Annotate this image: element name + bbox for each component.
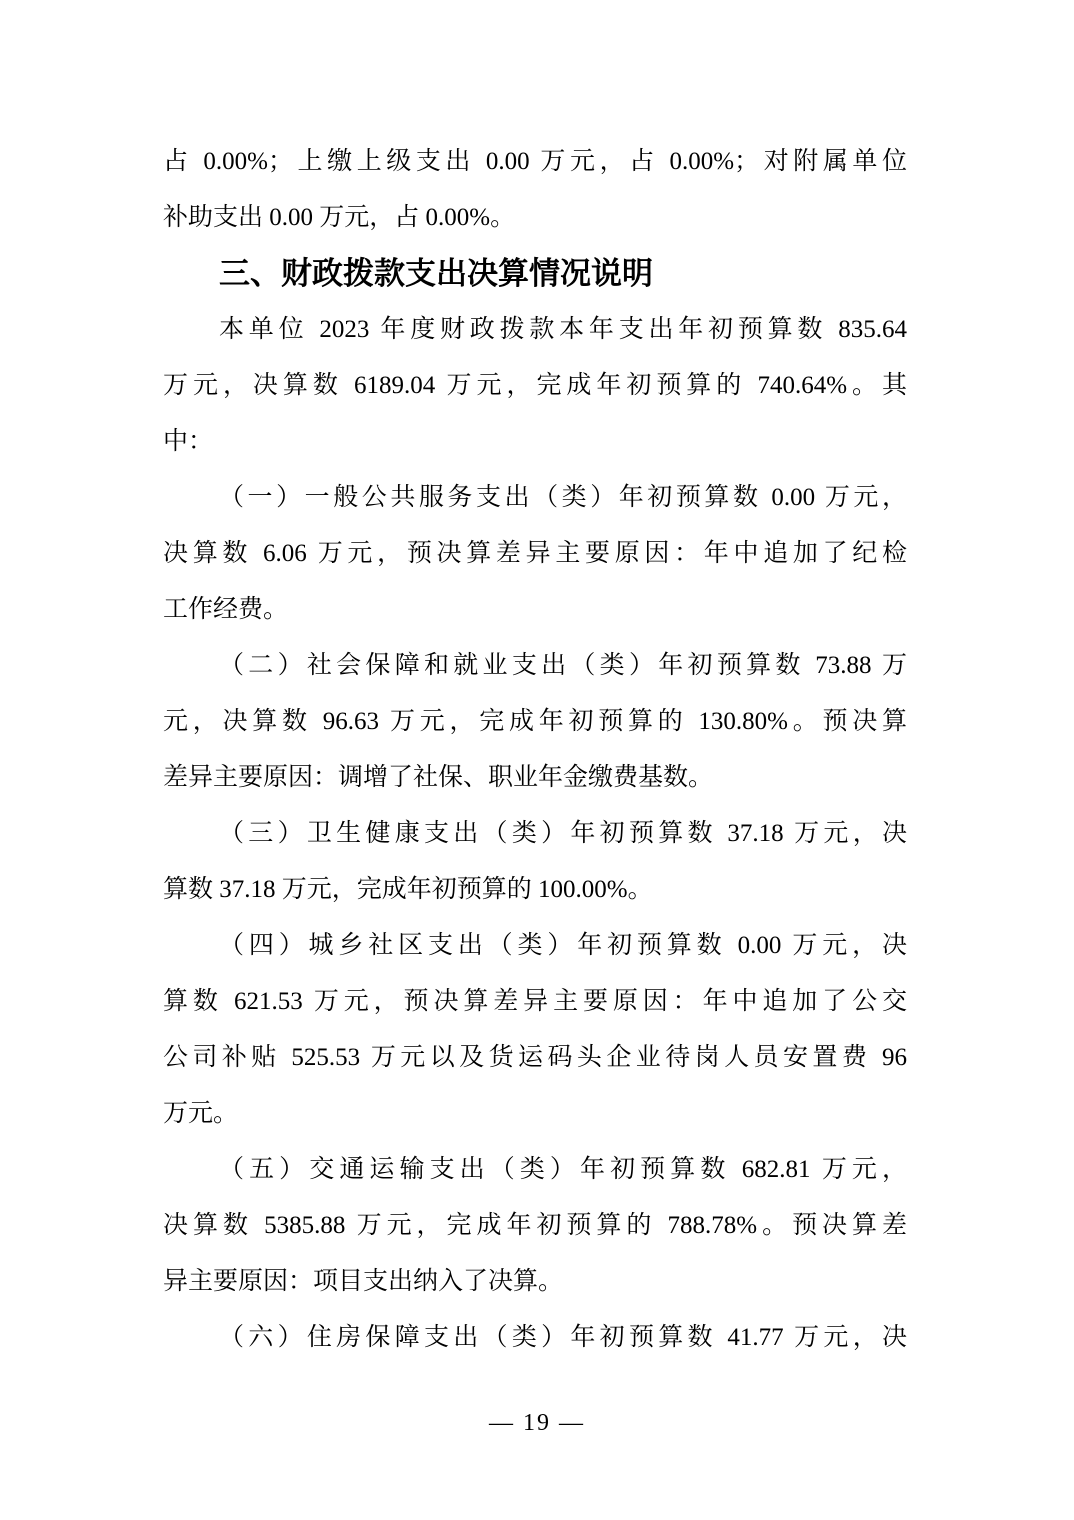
text-line: 元，决算数 96.63 万元，完成年初预算的 130.80%。预决算 [163,708,907,735]
text-line: 补助支出 0.00 万元，占 0.00%。 [163,204,516,231]
text-line: 工作经费。 [163,596,289,623]
text-line: 本单位 2023 年度财政拨款本年支出年初预算数 835.64 [219,316,907,343]
text-line: 异主要原因：项目支出纳入了决算。 [163,1268,564,1295]
text-line: 决算数 6.06 万元，预决算差异主要原因：年中追加了纪检 [163,540,907,567]
text-line: 差异主要原因：调增了社保、职业年金缴费基数。 [163,764,714,791]
text-line: 决算数 5385.88 万元，完成年初预算的 788.78%。预决算差 [163,1212,907,1239]
section-heading: 三、财政拨款支出决算情况说明 [219,256,653,291]
text-line: （五）交通运输支出（类）年初预算数 682.81 万元， [219,1156,907,1183]
text-line: 算数 37.18 万元，完成年初预算的 100.00%。 [163,876,653,903]
text-line: 万元。 [163,1100,239,1127]
text-line: 算数 621.53 万元，预决算差异主要原因：年中追加了公交 [163,988,907,1015]
text-line: （四）城乡社区支出（类）年初预算数 0.00 万元，决 [219,932,907,959]
text-line: （二）社会保障和就业支出（类）年初预算数 73.88 万 [219,652,907,679]
text-line: （一）一般公共服务支出（类）年初预算数 0.00 万元， [219,484,907,511]
text-line: 中： [163,428,214,455]
text-line: 万元，决算数 6189.04 万元，完成年初预算的 740.64%。其 [163,372,907,399]
text-line: （六）住房保障支出（类）年初预算数 41.77 万元，决 [219,1324,907,1351]
text-line: 占 0.00%；上缴上级支出 0.00 万元，占 0.00%；对附属单位 [163,148,907,175]
document-body [163,134,907,1366]
text-line: 公司补贴 525.53 万元以及货运码头企业待岗人员安置费 96 [163,1044,907,1071]
page-number: — 19 — [489,1410,585,1436]
text-line: （三）卫生健康支出（类）年初预算数 37.18 万元，决 [219,820,907,847]
